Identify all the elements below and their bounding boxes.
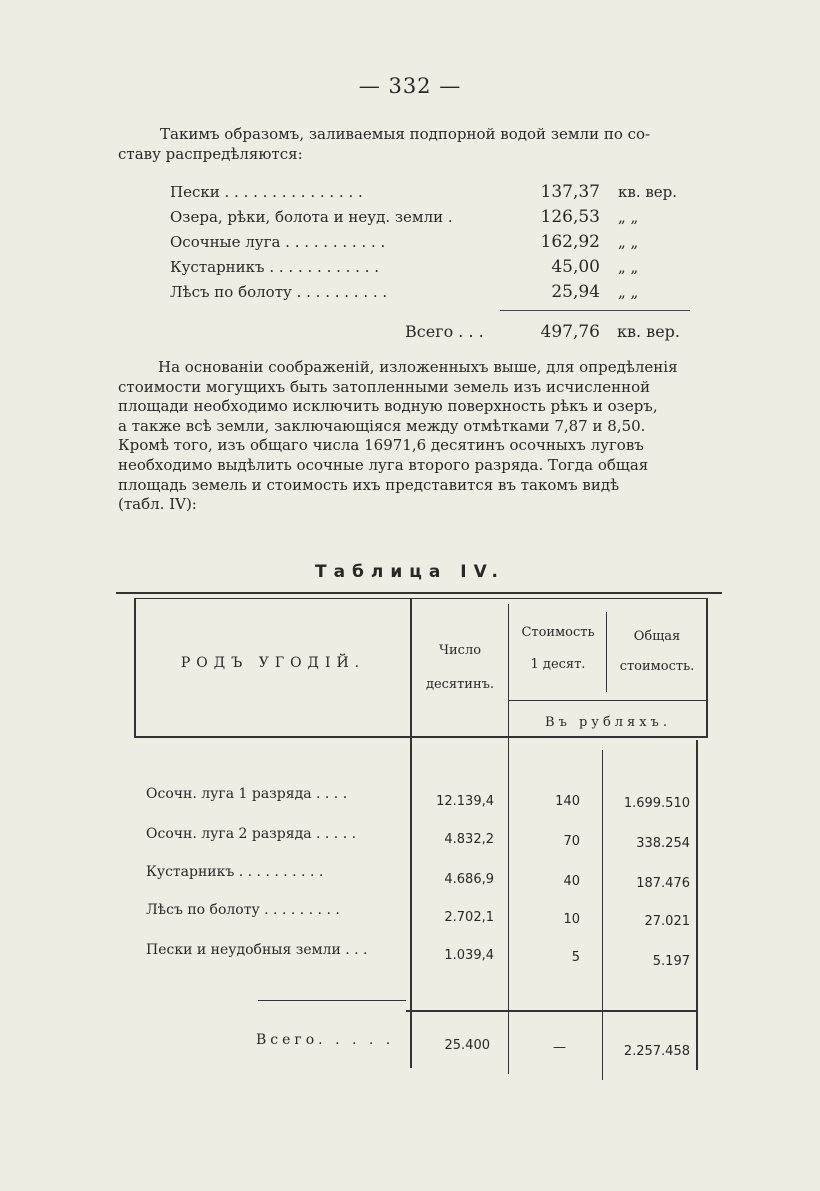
table-total-price: — <box>553 1040 566 1055</box>
body-paragraph <box>118 358 734 515</box>
table-left-border <box>134 598 136 738</box>
row-price: 140 <box>555 794 580 809</box>
row-count: 4.686,9 <box>444 872 494 887</box>
paragraph-line: площадь земель и стоимость ихъ представится въ такомъ видѣ <box>118 475 620 494</box>
row-name: Осочн. луга 1 разряда . . . . <box>146 786 348 802</box>
row-name: Лѣсъ по болоту . . . . . . . . . <box>146 902 340 918</box>
total-value: 497,76 <box>540 322 600 342</box>
table-caption: Таблица IV. <box>314 562 506 582</box>
page-number: — 332 — <box>358 74 462 98</box>
paragraph-line: необходимо выдѣлить осочные луга второго разряда. Тогда общая <box>118 455 649 474</box>
paragraph-line: На основаніи соображеній, изложенныхъ выше, для опредѣленія <box>158 358 678 376</box>
land-list-total <box>0 322 820 348</box>
row-total: 1.699.510 <box>623 796 690 811</box>
land-area: 25,94 <box>551 282 600 302</box>
row-count: 1.039,4 <box>444 948 494 963</box>
land-list <box>170 180 710 305</box>
total-unit: кв. вер. <box>617 322 680 341</box>
land-unit: „ „ <box>618 208 639 226</box>
column-divider <box>602 750 603 1080</box>
row-price: 40 <box>563 874 580 889</box>
land-area: 126,53 <box>540 207 600 227</box>
paragraph-line: площади необходимо исключить водную поверхность рѣкъ и озеръ, <box>118 397 658 416</box>
row-total: 5.197 <box>652 954 690 969</box>
land-unit: „ „ <box>618 258 639 276</box>
land-name: Озера, рѣки, болота и неуд. земли . <box>170 208 453 226</box>
total-label: Всего . . . <box>405 322 484 341</box>
table-top-rule-inner <box>134 598 706 599</box>
header-total-line: Общая <box>633 629 681 644</box>
rows-bottom-rule <box>258 1000 406 1001</box>
row-total: 338.254 <box>636 836 690 851</box>
table-right-border <box>706 598 708 738</box>
land-name: Пески . . . . . . . . . . . . . . . <box>170 183 363 201</box>
header-total-line: стоимость. <box>619 659 695 674</box>
header-total <box>608 626 706 678</box>
column-divider <box>606 612 607 692</box>
table-top-rule <box>116 592 722 594</box>
header-kind: РОДЪ УГОДІЙ. <box>180 655 366 671</box>
paragraph-line: а также всѣ земли, заключающіяся между отмѣтками 7,87 и 8,50. <box>118 416 646 435</box>
paragraph-line: стоимости могущихъ быть затопленными земель изъ исчисленной <box>118 377 651 396</box>
row-price: 5 <box>571 950 580 965</box>
row-price: 70 <box>563 834 580 849</box>
land-area: 137,37 <box>540 182 600 202</box>
land-list-item <box>170 205 710 230</box>
row-count: 2.702,1 <box>444 910 494 925</box>
header-cost-line: Стоимость <box>521 625 595 640</box>
land-area: 162,92 <box>540 232 600 252</box>
sum-divider <box>500 310 690 311</box>
intro-line: Такимъ образомъ, заливаемыя подпорной водой земли по со- <box>160 125 651 143</box>
land-area: 45,00 <box>551 257 600 277</box>
paragraph-line: Кромѣ того, изъ общаго числа 16971,6 десятинъ осочныхъ луговъ <box>118 436 644 455</box>
table-total-count: 25.400 <box>444 1038 490 1053</box>
intro-paragraph <box>118 124 718 164</box>
land-name: Осочные луга . . . . . . . . . . . <box>170 233 386 251</box>
header-count-line: десятинъ. <box>425 677 495 692</box>
column-divider <box>508 604 509 1074</box>
land-unit: „ „ <box>618 283 639 301</box>
rows-bottom-rule <box>406 1010 696 1012</box>
table-total-label: Всего. . . . . <box>256 1032 395 1048</box>
intro-line: ставу распредѣляются: <box>118 145 303 163</box>
row-total: 187.476 <box>636 876 690 891</box>
table-total-total: 2.257.458 <box>623 1044 690 1059</box>
row-count: 4.832,2 <box>444 832 494 847</box>
header-currency: Въ рубляхъ. <box>545 715 671 730</box>
header-count-line: Число <box>438 643 482 658</box>
land-list-item <box>170 180 710 205</box>
land-name: Лѣсъ по болоту . . . . . . . . . . <box>170 283 388 301</box>
row-price: 10 <box>563 912 580 927</box>
land-unit: кв. вер. <box>618 183 678 201</box>
land-list-item <box>170 230 710 255</box>
land-unit: „ „ <box>618 233 639 251</box>
header-cost-line: 1 десят. <box>530 657 586 672</box>
paragraph-line: (табл. IV): <box>118 495 197 514</box>
land-list-item <box>170 280 710 305</box>
land-name: Кустарникъ . . . . . . . . . . . . <box>170 258 380 276</box>
row-name: Осочн. луга 2 разряда . . . . . <box>146 826 357 842</box>
land-list-item <box>170 255 710 280</box>
header-bottom-rule <box>134 736 706 738</box>
row-name: Кустарникъ . . . . . . . . . . <box>146 864 324 880</box>
row-count: 12.139,4 <box>436 794 494 809</box>
header-cost <box>510 622 606 676</box>
column-divider <box>696 740 698 1070</box>
currency-rule <box>508 700 706 701</box>
header-count <box>412 640 508 696</box>
row-name: Пески и неудобныя земли . . . <box>146 942 368 958</box>
row-total: 27.021 <box>644 914 690 929</box>
